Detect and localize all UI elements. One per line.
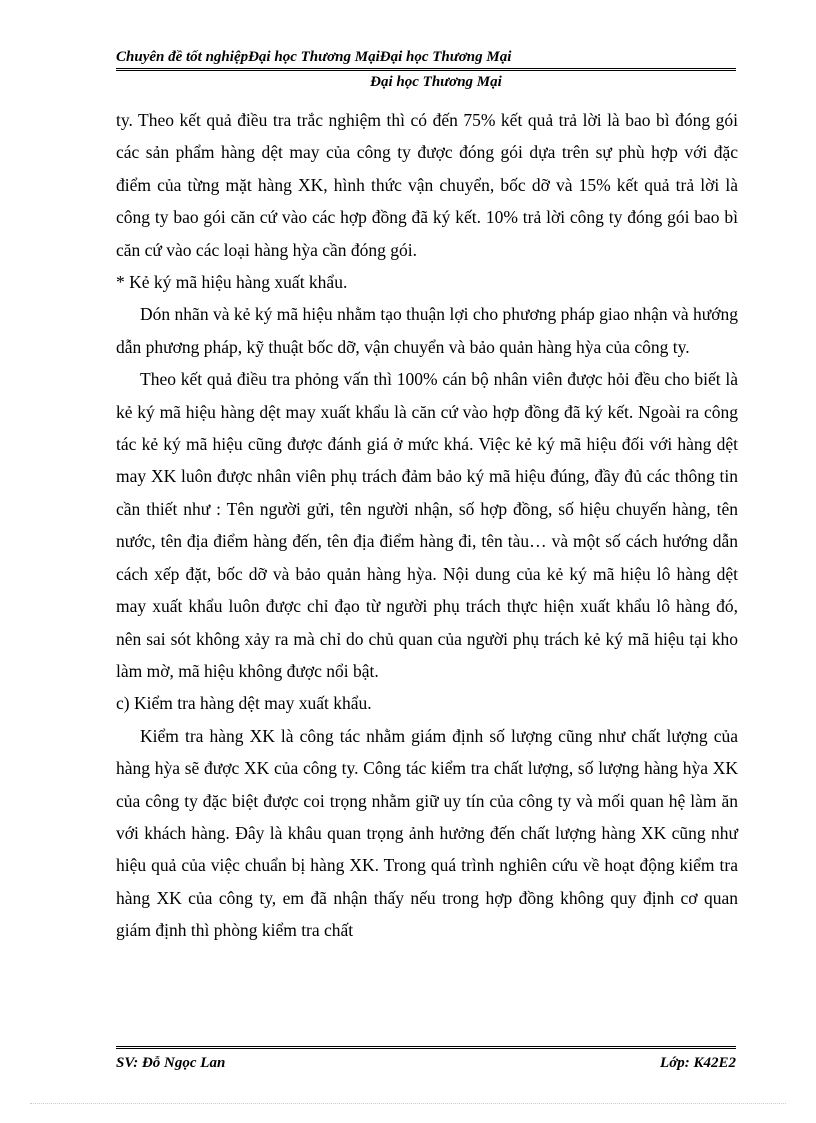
footer-class: Lớp: K42E2 bbox=[660, 1055, 736, 1071]
footer-row bbox=[116, 1053, 736, 1073]
section-heading-inspection: c) Kiểm tra hàng dệt may xuất khẩu. bbox=[116, 693, 372, 714]
document-body bbox=[116, 104, 738, 947]
page-footer bbox=[116, 1046, 736, 1073]
header-rule bbox=[116, 68, 736, 71]
page-bottom-divider bbox=[30, 1103, 786, 1104]
footer-rule bbox=[116, 1046, 736, 1049]
paragraph-1: ty. Theo kết quả điều tra trắc nghiệm thì có đến 75% kết quả trả lời là bao bì đóng gói các sản phẩm hàng dệt may của công ty được đóng gói dựa trên sự phù hợp với đặc điểm của từng mặt hàng XK, hình thức vận chuyển, bốc dỡ và 15% kết quả trả lời là công ty bao gói căn cứ vào các hợp đồng đã ký kết. 10% trả lời công ty đóng gói bao bì căn cứ vào các loại hàng hỳa cần đóng gói. bbox=[116, 110, 738, 260]
section-heading-marking: * Kẻ ký mã hiệu hàng xuất khẩu. bbox=[116, 272, 348, 293]
paragraph-6: Kiểm tra hàng XK là công tác nhằm giám định số lượng cũng như chất lượng của hàng hỳa sẽ được XK của công ty. Công tác kiểm tra chất lượng, số lượng hàng hỳa XK của công ty đặc biệt được coi trọng nhằm giữ uy tín của công ty và mối quan hệ làm ăn với khách hàng. Đây là khâu quan trọng ảnh hưởng đến chất lượng hàng XK cũng như hiệu quả của việc chuẩn bị hàng XK. Trong quá trình nghiên cứu về hoạt động kiểm tra hàng XK của công ty, em đã nhận thấy nếu trong hợp đồng không quy định cơ quan giám định thì phòng kiểm tra chất bbox=[116, 725, 738, 941]
footer-student-name: SV: Đỗ Ngọc Lan bbox=[116, 1055, 226, 1071]
header-title: Chuyên đề tốt nghiệpĐại học Thương MạiĐại học Thương Mại bbox=[116, 49, 512, 65]
paragraph-4: Theo kết quả điều tra phỏng vấn thì 100% cán bộ nhân viên được hỏi đều cho biết là kẻ ký mã hiệu hàng dệt may xuất khẩu là căn cứ vào hợp đồng đã ký kết. Ngoài ra công tác kẻ ký mã hiệu cũng được đánh giá ở mức khá. Việc kẻ ký mã hiệu đối với hàng dệt may XK luôn được nhân viên phụ trách đảm bảo ký mã hiệu đúng, đầy đủ các thông tin cần thiết như : Tên người gửi, tên người nhận, số hợp đồng, số hiệu chuyến hàng, tên nước, tên địa điểm hàng đến, tên địa điểm hàng đi, tên tàu… và một số cách hướng dẫn cách xếp đặt, bốc dỡ và bảo quản hàng hỳa. Nội dung của kẻ ký mã hiệu lô hàng dệt may xuất khẩu luôn được chỉ đạo từ người phụ trách thực hiện xuất khẩu lô hàng đó, nên sai sót không xảy ra mà chỉ do chủ quan của người phụ trách kẻ ký mã hiệu tại kho làm mờ, mã hiệu không được nổi bật. bbox=[116, 369, 738, 681]
paragraph-3: Dón nhãn và kẻ ký mã hiệu nhằm tạo thuận lợi cho phương pháp giao nhận và hướng dẫn phương pháp, kỹ thuật bốc dỡ, vận chuyển và bảo quản hàng hỳa của công ty. bbox=[116, 304, 738, 357]
page-header bbox=[116, 48, 736, 91]
header-subtitle: Đại học Thương Mại bbox=[370, 74, 502, 90]
